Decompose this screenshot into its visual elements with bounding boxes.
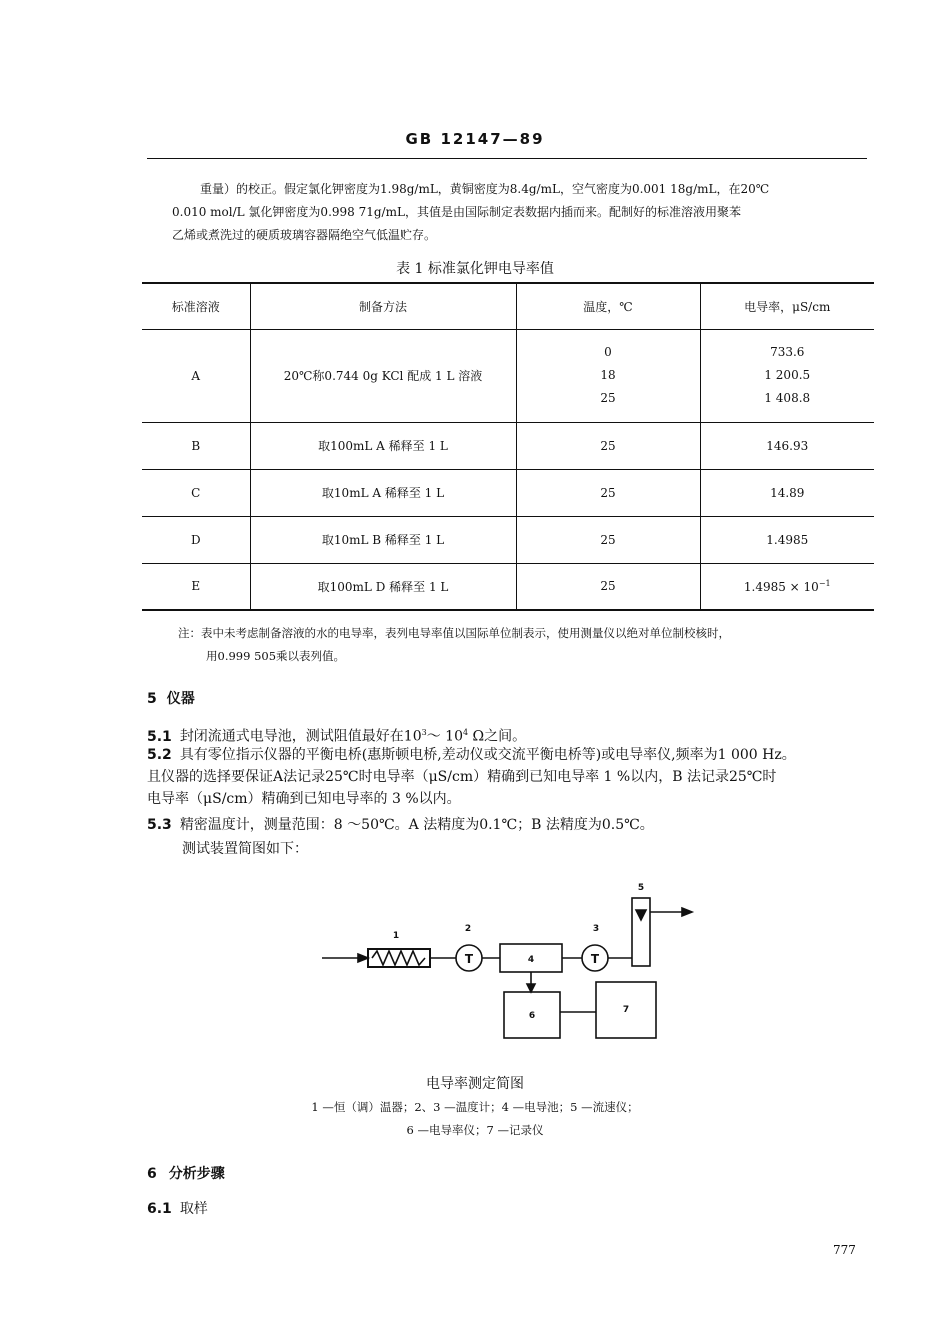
exponent: 3 — [421, 728, 427, 737]
clause-text: Ω之间。 — [468, 728, 527, 745]
label-5: 5 — [637, 883, 645, 893]
section-5-heading — [147, 688, 195, 708]
label-1: 1 — [392, 931, 400, 941]
intro-line-2: 0.010 mol/L 氯化钾密度为0.998 71g/mL，其值是由国际制定表数据内插而来。配制好的标准溶液用聚苯 — [172, 205, 741, 219]
clause-5-2-line-3: 电导率（μS/cm）精确到已知电导率的 3 %以内。 — [147, 791, 461, 807]
temp-value: 0 — [604, 345, 612, 359]
thermometer-2-symbol: T — [464, 952, 474, 966]
measurement-setup-diagram — [320, 878, 700, 1048]
cell-method: 20℃称0.744 0g KCl 配成 1 L 溶液 — [250, 329, 516, 422]
cell-temperature: 25 — [516, 563, 700, 610]
standard-number: GB 12147—89 — [405, 130, 545, 148]
clause-text: 具有零位指示仪器的平衡电桥(惠斯顿电桥,差动仪或交流平衡电桥等)或电导率仪,频率为1 000 Hz。 — [179, 747, 796, 763]
table-header-row — [142, 283, 874, 329]
clause-text: ～ 10 — [426, 728, 463, 745]
clause-number: 5.2 — [147, 747, 172, 763]
float-indicator — [636, 910, 646, 920]
figure-caption: 电导率测定简图 — [426, 1076, 524, 1092]
conductivity-base: 1.4985 × 10 — [743, 579, 819, 594]
table-row — [142, 329, 874, 422]
section-number: 5 — [147, 691, 157, 707]
cell-conductivity — [700, 563, 874, 610]
header-rule — [147, 158, 867, 159]
col-header-method: 制备方法 — [250, 283, 516, 329]
clause-text: 取样 — [179, 1201, 208, 1217]
heating-coil-icon — [372, 951, 425, 965]
table-row — [142, 563, 874, 610]
temp-value: 25 — [600, 391, 616, 405]
thermometer-3-symbol: T — [590, 952, 600, 966]
exponent: 4 — [463, 728, 469, 737]
section-number: 6 — [147, 1166, 157, 1182]
temp-value: 18 — [600, 368, 616, 382]
cell-method: 取10mL B 稀释至 1 L — [250, 516, 516, 563]
arrow-head — [527, 984, 535, 992]
table-row — [142, 516, 874, 563]
label-2: 2 — [464, 924, 472, 934]
col-header-solution: 标准溶液 — [171, 299, 220, 314]
cell-temperature: 25 — [516, 516, 700, 563]
conductivity-value: 1 200.5 — [764, 368, 811, 382]
clause-number: 6.1 — [147, 1201, 172, 1217]
conductivity-value: 1 408.8 — [764, 391, 811, 405]
cell-method: 取100mL D 稀释至 1 L — [250, 563, 516, 610]
clause-number: 5.3 — [147, 817, 172, 833]
cell-temperature — [516, 329, 700, 422]
col-header-conductivity: 电导率，μS/cm — [700, 283, 874, 329]
table-row — [142, 469, 874, 516]
page-number: 777 — [833, 1243, 856, 1257]
cell-solution: D — [190, 532, 201, 547]
cell-solution: C — [191, 485, 201, 500]
figure-legend-line-1: 1 —恒（调）温器；2、3 —温度计；4 —电导池；5 —流速仪； — [311, 1100, 639, 1114]
cell-temperature: 25 — [516, 469, 700, 516]
conductivity-value: 733.6 — [770, 345, 805, 359]
intro-line-3: 乙烯或煮洗过的硬质玻璃容器隔绝空气低温贮存。 — [172, 228, 437, 242]
clause-number: 5.1 — [147, 728, 172, 745]
col-header-temperature: 温度，℃ — [516, 283, 700, 329]
cell-temperature: 25 — [516, 422, 700, 469]
diagram-intro: 测试装置简图如下： — [182, 841, 308, 857]
cell-conductivity: 146.93 — [700, 422, 874, 469]
cell-conductivity — [700, 329, 874, 422]
label-4: 4 — [527, 955, 535, 965]
cell-method: 取100mL A 稀释至 1 L — [250, 422, 516, 469]
clause-6-1 — [147, 1198, 887, 1220]
conductivity-exponent: −1 — [818, 578, 831, 588]
figure-legend-line-2: 6 —电导率仪；7 —记录仪 — [406, 1123, 544, 1137]
arrow-head — [682, 908, 692, 916]
clause-text: 封闭流通式电导池，测试阻值最好在10 — [179, 728, 422, 745]
clause-5-2 — [147, 744, 887, 766]
cell-conductivity: 14.89 — [700, 469, 874, 516]
cell-solution: E — [191, 579, 201, 594]
note-line-2: 用0.999 505乘以表列值。 — [206, 649, 346, 663]
arrow-head — [358, 954, 368, 962]
table-note — [178, 622, 878, 668]
table-caption: 表 1 标准氯化钾电导率值 — [396, 261, 554, 277]
label-6: 6 — [528, 1011, 536, 1021]
clause-5-3 — [147, 814, 887, 836]
section-6-heading — [147, 1163, 225, 1183]
cell-solution: B — [191, 438, 201, 453]
cell-method: 取10mL A 稀释至 1 L — [250, 469, 516, 516]
cell-conductivity: 1.4985 — [700, 516, 874, 563]
section-title: 仪器 — [166, 691, 195, 707]
table-row — [142, 422, 874, 469]
label-3: 3 — [592, 924, 600, 934]
clause-text: 精密温度计，测量范围：8 ～50℃。A 法精度为0.1℃；B 法精度为0.5℃。 — [179, 817, 654, 833]
label-7: 7 — [622, 1005, 630, 1015]
clause-5-2-line-2: 且仪器的选择要保证A法记录25℃时电导率（μS/cm）精确到已知电导率 1 %以内，B 法记录25℃时 — [147, 769, 777, 785]
cell-solution: A — [191, 368, 201, 383]
flowmeter-box — [632, 898, 650, 966]
intro-line-1: 重量）的校正。假定氯化钾密度为1.98g/mL，黄铜密度为8.4g/mL，空气密度为0.001 18g/mL，在20℃ — [200, 182, 770, 196]
conductivity-table — [142, 282, 874, 611]
section-title: 分析步骤 — [168, 1166, 225, 1182]
note-line-1: 注：表中未考虑制备溶液的水的电导率，表列电导率值以国际单位制表示，使用测量仪以绝对单位制校核时， — [178, 626, 730, 640]
